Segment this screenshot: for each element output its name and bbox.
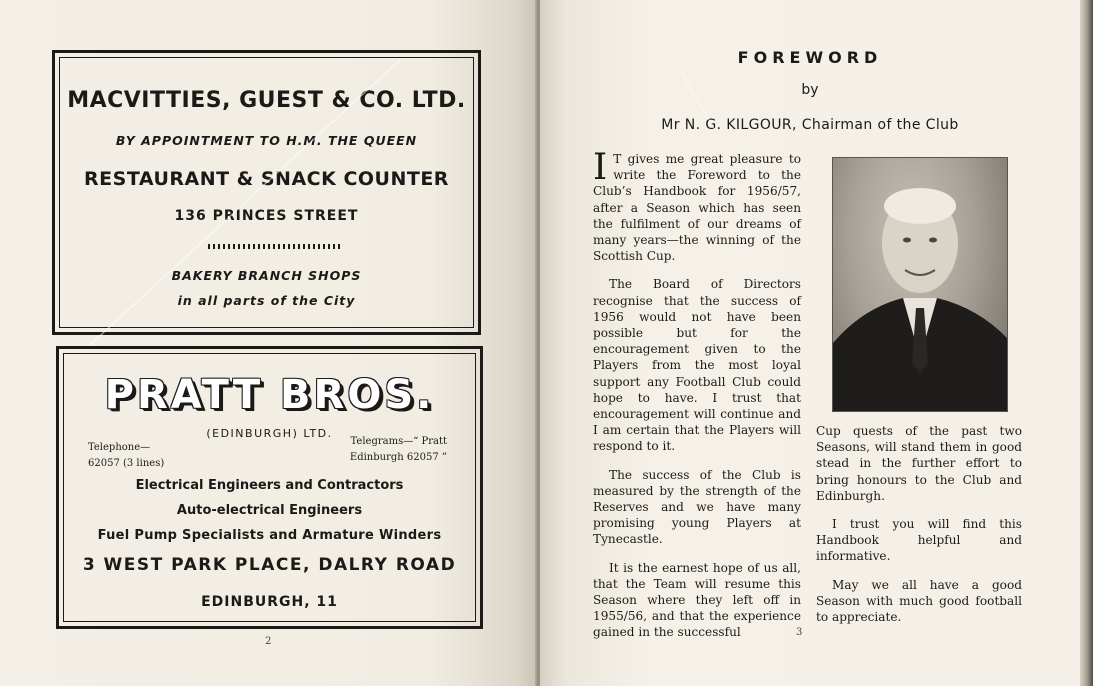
column-2-paragraph-2: I trust you will find this Handbook helpful and informative. [816, 517, 1022, 564]
pratt-address: 3 WEST PARK PLACE, DALRY ROAD [82, 555, 457, 575]
paragraph-3: The success of the Club is measured by the strength of the Reserves and we have many promising young Players at Tynecastle. [593, 467, 801, 547]
paragraph-2: The Board of Directors recognise that the success of 1956 would not have been possible but for the encouragement given to the Players from the most loyal support any Football Club could hope to have. I trust that encouragement will continue and I am certain that the Players will respond to it. [593, 277, 801, 454]
crease-line-right [680, 70, 715, 130]
royal-appointment: BY APPOINTMENT TO H.M. THE QUEEN [115, 133, 418, 148]
column-2-paragraph-1: Cup quests of the past two Seasons, will stand them in good stead in the further effort to bring honours to the Club and Edinburgh. [816, 424, 1022, 503]
crease-overlay-right [540, 0, 1080, 686]
page-number-right: 3 [796, 627, 803, 638]
page-number-left: 2 [265, 636, 272, 647]
paragraph-1-text: T gives me great pleasure to write the Foreword to the Club’s Handbook for 1956/57, after a Season which has seen the fulfilment of our dreams of many years—the winning of the Scottish Cup. [593, 152, 801, 264]
pratt-subtitle: (EDINBURGH) LTD. [206, 427, 333, 440]
bakery-line-2: in all parts of the City [177, 293, 356, 308]
pratt-service-line-3: Fuel Pump Specialists and Armature Winders [97, 528, 442, 543]
telegrams-value: Edinburgh 62057 ” [349, 452, 447, 463]
column-2-paragraph-3: May we all have a good Season with much good football to appreciate. [816, 577, 1022, 625]
right-page [540, 0, 1080, 686]
crease-overlay [0, 0, 537, 686]
macvitties-address: 136 PRINCES STREET [174, 208, 359, 224]
paragraph-4: It is the earnest hope of us all, that the Team will resume this Season where they left off in 1955/56, and that the experience gained in the successful [593, 560, 801, 640]
pratt-title: PRATT BROS. [104, 372, 435, 418]
pratt-service-line-2: Auto-electrical Engineers [176, 503, 363, 518]
drop-cap: I [593, 147, 608, 188]
bakery-line-1: BAKERY BRANCH SHOPS [171, 268, 362, 283]
foreword-title: FOREWORD [737, 48, 883, 67]
foreword-author: Mr N. G. KILGOUR, Chairman of the Club [661, 117, 959, 133]
telephone-number: 62057 (3 lines) [88, 458, 165, 469]
crease-line [90, 60, 400, 345]
restaurant-line: RESTAURANT & SNACK COUNTER [84, 168, 449, 190]
pratt-city: EDINBURGH, 11 [201, 594, 338, 610]
pratt-service-line-1: Electrical Engineers and Contractors [135, 478, 404, 493]
telegrams-label: Telegrams—“ Pratt [350, 436, 447, 447]
left-page [0, 0, 537, 686]
telephone-label: Telephone— [88, 442, 151, 453]
foreword-by: by [801, 82, 819, 98]
page-edge [1080, 0, 1093, 686]
macvitties-title: MACVITTIES, GUEST & CO. LTD. [67, 88, 466, 113]
